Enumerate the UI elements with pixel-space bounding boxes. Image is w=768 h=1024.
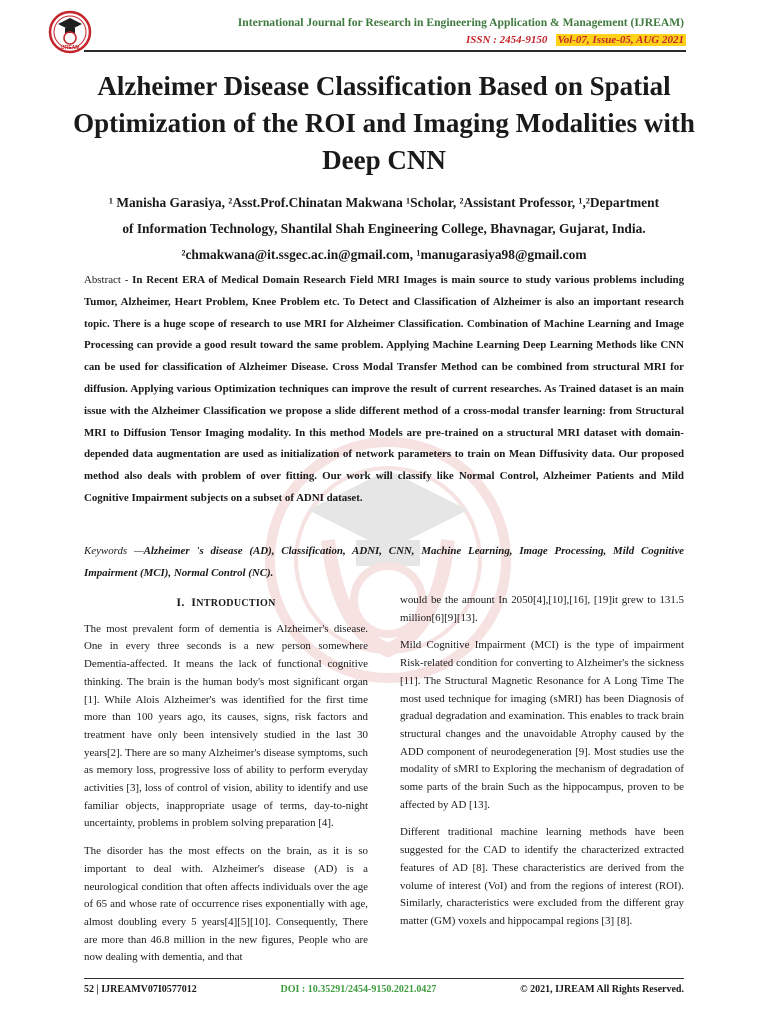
author-block: [60, 190, 708, 268]
footer-rule: [84, 978, 684, 979]
abstract: [84, 270, 684, 510]
right-column: [400, 592, 684, 941]
intro-paragraph: Different traditional machine learning methods have been suggested for the CAD to identify the characterized extracted features of AD [8]. These characteristics are derived from the volume of interest (VoI) and from the regions of interest (ROI). Similarly, characteristics were excluded from the different gray matter (GM) voxels and hippocampal regions [3] [8].: [400, 826, 684, 927]
paper-title: Alzheimer Disease Classification Based on Spatial Optimization of the ROI and Imaging Modalities with Deep CNN: [73, 71, 695, 175]
intro-paragraph: The most prevalent form of dementia is Alzheimer's disease. One in every three seconds is a new person somewhere Dementia-affected. It means the lack of functional cognitive thinking. The brain is the human body's most significant organ [1]. While Alois Alzheimer's was identified for the first time more than 100 years ago, its causes, signs, risk factors and treatment have only been intensively studied in the last 30 years[2]. There are so many Alzheimer's disease symptoms, such as memory loss, progressive loss of ability to perform everyday activities [3], loss of control of vision, ability to identify and use familiar objects, inappropriate usage of terms, day-to-night uncertainty, problems in problem solving preparation [4].: [84, 622, 368, 830]
author-emails: ²chmakwana@it.ssgec.ac.in@gmail.com, ¹manugarasiya98@gmail.com: [181, 247, 587, 262]
author-line-2: of Information Technology, Shantilal Shah Engineering College, Bhavnagar, Gujarat, India.: [122, 221, 646, 236]
journal-name: International Journal for Research in Engineering Application & Management (IJREAM): [237, 16, 684, 29]
keywords: [84, 541, 684, 584]
page-number: 52 | IJREAMV07I0577012: [84, 984, 197, 995]
footer: [84, 984, 684, 995]
section-heading-rest: NTRODUCTION: [196, 598, 276, 609]
section-heading-introduction: [84, 594, 368, 613]
doi-link[interactable]: DOI : 10.35291/2454-9150.2021.0427: [280, 984, 437, 995]
author-line-1: ¹ Manisha Garasiya, ²Asst.Prof.Chinatan Makwana ¹Scholar, ²Assistant Professor, ¹,²Department: [108, 195, 660, 210]
header-rule: [84, 50, 686, 52]
keywords-label: Keywords —: [84, 545, 144, 557]
volume-issue: Vol-07, Issue-05, AUG 2021: [557, 34, 684, 46]
intro-paragraph: The disorder has the most effects on the brain, as it is so important to deal with. Alzheimer's disease (AD) is a neurological condition that often affects individuals over the age of 65 and whose rate of occurrence rises exponentially with age, almost doubling every 5 years[4][5][10]. Consequently, There are more than 46.8 million in the new figures, People who are now dealing with dementia, and that: [84, 845, 368, 964]
intro-paragraph: Mild Cognitive Impairment (MCI) is the type of impairment Risk-related condition for converting to Alzheimer's the sickness [11]. The Structural Magnetic Resonance for A Long Time The most used technique for imaging (sMRI) has been Diagnosis of gradual degradation and examination. This enables to track brain structural changes and the unavoidable Atrophy caused by the ADD component of neurodegeneration [9]. Most studies use the modality of sMRI to Exploring the mechanism of degradation of some parts of the brain Such as the hippocampus, proven to be affected by AD [13].: [400, 639, 684, 811]
section-heading-initial: I: [191, 595, 197, 609]
issn-volume-line: [466, 34, 686, 46]
svg-text:IJREAM: IJREAM: [60, 45, 80, 51]
abstract-label: Abstract -: [84, 274, 133, 286]
copyright: © 2021, IJREAM All Rights Reserved.: [520, 984, 684, 995]
keywords-text: Alzheimer 's disease (AD), Classification, ADNI, CNN, Machine Learning, Image Processing, Mild Cognitive Impairment (MCI), Normal Control (NC).: [84, 545, 684, 579]
intro-paragraph: would be the amount In 2050[4],[10],[16], [19]it grew to 131.5 million[6][9][13].: [400, 594, 684, 624]
section-number: I.: [176, 595, 185, 609]
abstract-text: In Recent ERA of Medical Domain Research Field MRI Images is main source to study various problems including Tumor, Alzheimer, Heart Problem, Knee Problem etc. To Detect and Classification of Alzheimer is also an important research topic. There is a huge scope of research to use MRI for Alzheimer Classification. Combination of Machine Learning and Image Processing can provide a good result toward the same problem. Applying Machine Learning Deep Learning Methods like CNN can be used for classification of Alzheimer Disease. Cross Modal Transfer Method can be combined from structural MRI for diffusion. Applying various Optimization techniques can improve the result of current researches. As Trained dataset is an main issue with the Alzheimer Classification we propose a slide different method of a cross-modal transfer learning: from Structural MRI to Diffusion Tensor Imaging modality. In this method Models are pre-trained on a structural MRI dataset with domain-depended data augmentation are used as initialization of network parameters to train on Mean Diffusivity data. Our proposed method also deals with problem of over fitting. Our work will classify like Normal Control, Alzheimer Patients and Mild Cognitive Impairment subjects on a subset of ADNI dataset.: [84, 274, 685, 504]
issn-number: ISSN : 2454-9150: [466, 34, 548, 46]
left-column: [84, 592, 368, 977]
